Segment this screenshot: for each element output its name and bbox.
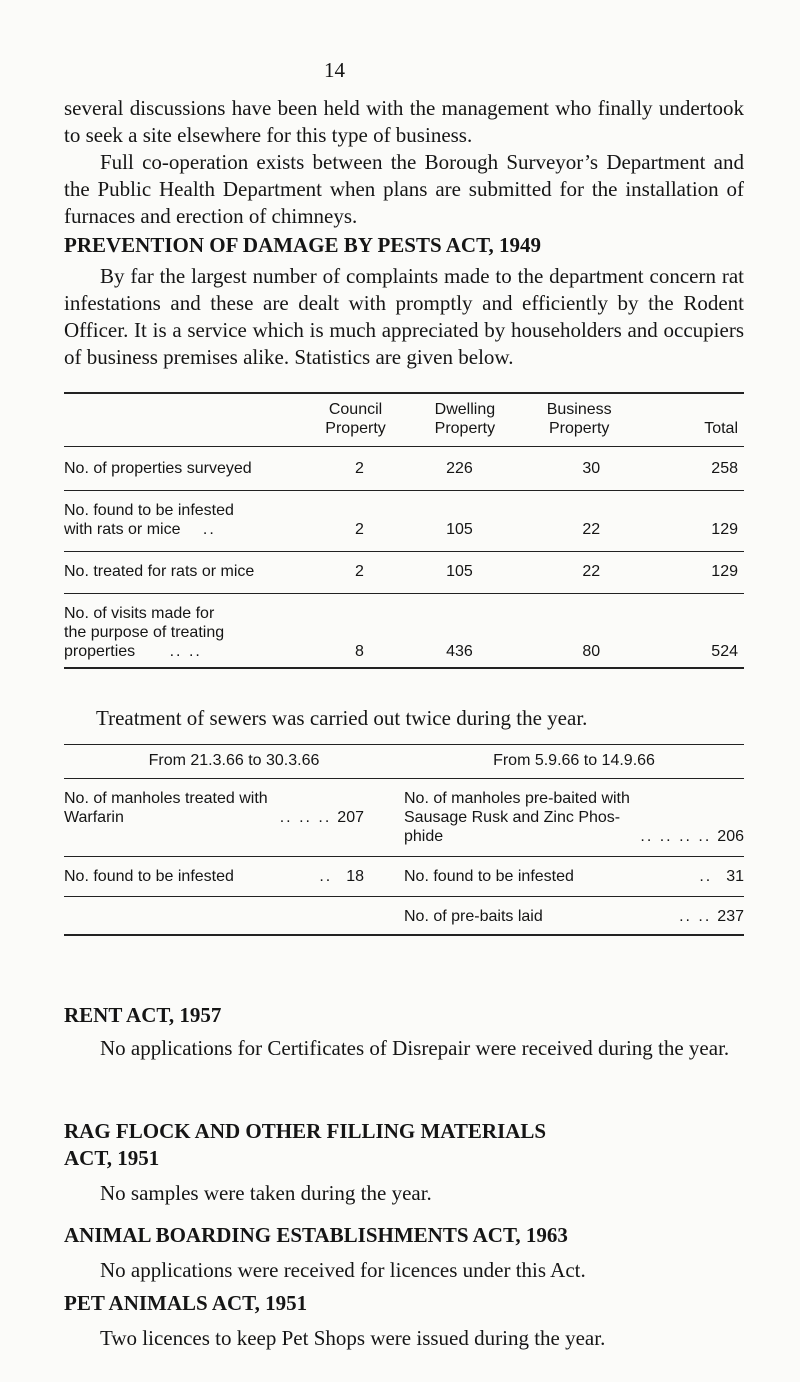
table-row: No. of pre-baits laid .. .. 237 (404, 908, 744, 925)
rent-act-heading: RENT ACT, 1957 (64, 1003, 222, 1027)
rag-flock-act-heading: RAG FLOCK AND OTHER FILLING MATERIALS ACT, 1951 (64, 1119, 547, 1170)
pests-act-heading: PREVENTION OF DAMAGE BY PESTS ACT, 1949 (64, 233, 542, 257)
table-row: No. of properties surveyed 2 226 30 258 (64, 460, 738, 477)
table-header-row (64, 400, 744, 438)
table-row: No. found to be infested .. 18 No. found to be infested .. 31 (64, 868, 744, 885)
pet-animals-act-heading: PET ANIMALS ACT, 1951 (64, 1291, 308, 1315)
sewers-intro: Treatment of sewers was carried out twice during the year. (96, 706, 588, 730)
animal-boarding-act-heading: ANIMAL BOARDING ESTABLISHMENTS ACT, 1963 (64, 1223, 568, 1247)
column-header: Dwelling Property (434, 401, 496, 437)
intro-paragraph-2: Full co-operation exists between the Borough Surveyor’s Department and the Public Health Department when plans are submitted for the installation of furnaces and erection of chimneys. (64, 150, 744, 228)
column-header: Council Property (325, 401, 386, 437)
pests-paragraph: By far the largest number of complaints made to the department concern rat infestations and these are dealt with promptly and efficiently by the Rodent Officer. It is a service which is much appreciated by householders and occupiers of business premises alike. Statistics are given below. (64, 264, 744, 369)
column-header: Total (704, 420, 738, 437)
table-row: No. of visits made for the purpose of treating properties .. .. 8 436 80 524 (64, 605, 738, 660)
intro-paragraph-1: several discussions have been held with the management who finally undertook to seek a site elsewhere for this type of business. (64, 96, 744, 147)
table-row: No. found to be infested with rats or mice .. 2 105 22 129 (64, 502, 738, 538)
page-number: 14 (324, 58, 345, 82)
rag-flock-paragraph: No samples were taken during the year. (100, 1181, 432, 1205)
sewer-treatment-table (64, 744, 744, 936)
table-row: No. of manholes treated with Warfarin .. .. .. 207 No. of manholes pre-baited with Sausage Rusk and Zinc Phos- phide .. .. .. .. 206 (64, 790, 744, 845)
animal-boarding-paragraph: No applications were received for licences under this Act. (100, 1258, 586, 1282)
rodent-statistics-table (64, 392, 744, 669)
column-header: Business Property (546, 401, 612, 437)
column-header: From 5.9.66 to 14.9.66 (493, 752, 655, 769)
column-header: From 21.3.66 to 30.3.66 (148, 752, 320, 769)
table-header-row (64, 751, 744, 770)
table-row: No. treated for rats or mice 2 105 22 129 (64, 563, 738, 580)
pet-animals-paragraph: Two licences to keep Pet Shops were issued during the year. (100, 1326, 606, 1350)
rent-paragraph: No applications for Certificates of Disrepair were received during the year. (100, 1036, 730, 1060)
table-top-rule (64, 392, 744, 394)
